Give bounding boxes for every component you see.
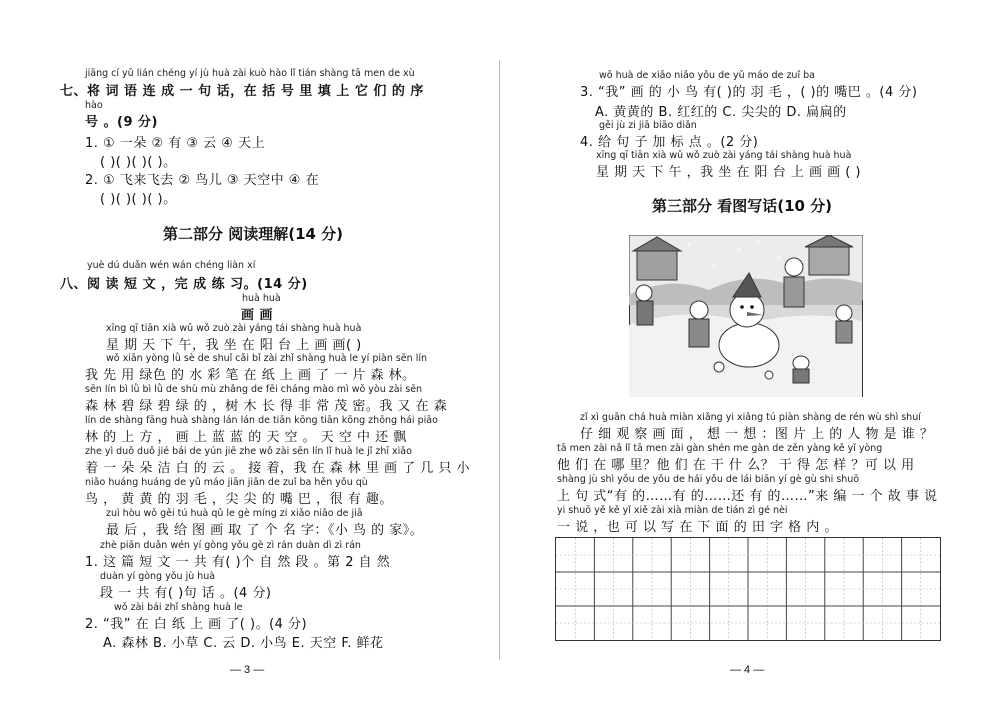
- story-line-5-pinyin: zhe yì duǒ duǒ jié bái de yún jiē zhe wǒ zài sēn lín lǐ huà le jǐ zhī xiǎo: [85, 446, 412, 457]
- sub3-pinyin: wǒ huà de xiǎo niǎo yǒu de yǔ máo de zuǐ ba: [599, 70, 815, 81]
- sub2-pinyin: wǒ zài bái zhǐ shàng huà le: [114, 602, 243, 613]
- page-number-4: — 4 —: [730, 664, 765, 676]
- writing-line-4-pinyin: yi shuō yě kě yǐ xiě zài xià miàn de tián zì gé nèi: [557, 505, 788, 516]
- story-line-6: 鸟 ， 黄 黄 的 羽 毛 ，尖 尖 的 嘴 巴 ，很 有 趣。: [85, 492, 393, 507]
- snowman-illustration: [629, 235, 863, 397]
- story-line-4-pinyin: lín de shàng fāng huà shàng lán lán de tiān kōng tiān kōng zhōng hái piāo: [85, 415, 438, 426]
- sub4-question: 4. 给 句 子 加 标 点 。(2 分): [580, 135, 759, 150]
- sub3-question: 3. “我” 画 的 小 鸟 有( )的 羽 毛 ，( )的 嘴巴 。(4 分): [580, 85, 918, 100]
- writing-line-3-pinyin: shàng jù shì yǒu de yǒu de hái yǒu de lái biān yí gè gù shi shuō: [557, 474, 860, 485]
- sub1-question: 1. 这 篇 短 文 一 共 有( )个 自 然 段 。第 2 自 然: [85, 555, 391, 570]
- writing-line-2: 他 们 在 哪 里？他 们 在 干 什 么？ 干 得 怎 样 ？可 以 用: [557, 458, 915, 473]
- writing-line-4: 一 说 ，也 可 以 写 在 下 面 的 田 字 格 内 。: [557, 520, 838, 535]
- q7-item-1-blanks[interactable]: ( )( )( )( )。: [100, 155, 177, 170]
- sub4-pinyin-0: gěi jù zi jiā biāo diǎn: [599, 120, 697, 131]
- q7-pinyin-2: hào: [85, 100, 103, 111]
- q7-instruction-2: 号 。(9 分): [85, 115, 158, 130]
- q8-pinyin: yuè dú duǎn wén wán chéng liàn xí: [87, 260, 256, 271]
- sub2-question: 2. “我” 在 白 纸 上 画 了( )。(4 分): [85, 617, 308, 632]
- story-line-1-pinyin: xīng qī tiān xià wǔ wǒ zuò zài yáng tái shàng huà huà: [106, 323, 362, 334]
- story-line-6-pinyin: niǎo huáng huáng de yǔ máo jiān jiān de zuǐ ba hěn yǒu qù: [85, 477, 368, 488]
- writing-grid[interactable]: [555, 537, 941, 641]
- sub1-question-2: 段 一 共 有( )句 话 。(4 分): [100, 586, 272, 601]
- story-title-pinyin: huà huà: [242, 293, 281, 304]
- story-line-3-pinyin: sēn lín bì lǜ bì lǜ de shù mù zhǎng de fēi cháng mào mì wǒ yòu zài sēn: [85, 384, 423, 395]
- story-line-1: 星 期 天 下 午，我 坐 在 阳 台 上 画 画( ): [106, 338, 362, 353]
- story-line-7: 最 后 ，我 给 图 画 取 了 个 名 字：《小 鸟 的 家》。: [106, 523, 424, 538]
- story-line-5: 着 一 朵 朵 洁 白 的 云 。 接 着，我 在 森 林 里 画 了 几 只 小: [85, 461, 471, 476]
- writing-line-3: 上 句 式“有 的……有 的……还 有 的……”来 编 一 个 故 事 说: [557, 489, 938, 504]
- story-line-7-pinyin: zuì hòu wǒ gěi tú huà qǔ le gè míng zi xiǎo niǎo de jiā: [106, 508, 363, 519]
- sub3-options[interactable]: A. 黄黄的 B. 红红的 C. 尖尖的 D. 扁扁的: [595, 105, 847, 120]
- sub4-pinyin: xīng qī tiān xià wǔ wǒ zuò zài yáng tái shàng huà huà: [596, 150, 852, 161]
- part2-title: 第二部分 阅读理解(14 分): [163, 225, 344, 243]
- q7-pinyin: jiāng cí yǔ lián chéng yí jù huà zài kuò hào lǐ tián shàng tā men de xù: [85, 68, 415, 79]
- sub4-sentence[interactable]: 星 期 天 下 午 ，我 坐 在 阳 台 上 画 画 ( ): [596, 165, 861, 180]
- part3-title: 第三部分 看图写话(10 分): [652, 197, 833, 215]
- story-line-4: 林 的 上 方 ， 画 上 蓝 蓝 的 天 空 。 天 空 中 还 飘: [85, 430, 407, 445]
- story-title: 画 画: [241, 308, 274, 323]
- q7-item-2-blanks[interactable]: ( )( )( )( )。: [100, 192, 177, 207]
- q7-instruction: 七、将 词 语 连 成 一 句 话，在 括 号 里 填 上 它 们 的 序: [60, 84, 424, 99]
- q8-instruction: 八、阅 读 短 文 ，完 成 练 习。(14 分): [60, 277, 308, 292]
- story-line-2: 我 先 用 绿色 的 水 彩 笔 在 纸 上 画 了 一 片 森 林。: [85, 368, 416, 383]
- q7-item-2: 2. ① 飞来飞去 ② 鸟儿 ③ 天空中 ④ 在: [85, 173, 320, 188]
- writing-line-2-pinyin: tā men zài nǎ lǐ tā men zài gàn shén me gàn de zěn yàng kě yǐ yòng: [557, 443, 883, 454]
- sub1-pinyin: zhè piān duǎn wén yí gòng yǒu gè zì rán duàn dì zì rán: [100, 540, 361, 551]
- writing-line-1-pinyin: zǐ xì guān chá huà miàn xiǎng yi xiǎng tú piàn shàng de rén wù shì shuí: [580, 412, 921, 423]
- story-line-3: 森 林 碧 绿 碧 绿 的 ，树 木 长 得 非 常 茂 密。我 又 在 森: [85, 399, 448, 414]
- sub2-options[interactable]: A. 森林 B. 小草 C. 云 D. 小鸟 E. 天空 F. 鲜花: [103, 636, 384, 651]
- page-number-3: — 3 —: [230, 664, 265, 676]
- story-line-2-pinyin: wǒ xiān yòng lǜ sè de shuǐ cǎi bǐ zài zhǐ shàng huà le yí piàn sēn lín: [106, 353, 427, 364]
- sub1-pinyin-2: duàn yí gòng yǒu jù huà: [100, 571, 216, 582]
- writing-line-1: 仔 细 观 察 画 面 ， 想 一 想 ：图 片 上 的 人 物 是 谁 ？: [580, 427, 934, 442]
- q7-item-1: 1. ① 一朵 ② 有 ③ 云 ④ 天上: [85, 136, 266, 151]
